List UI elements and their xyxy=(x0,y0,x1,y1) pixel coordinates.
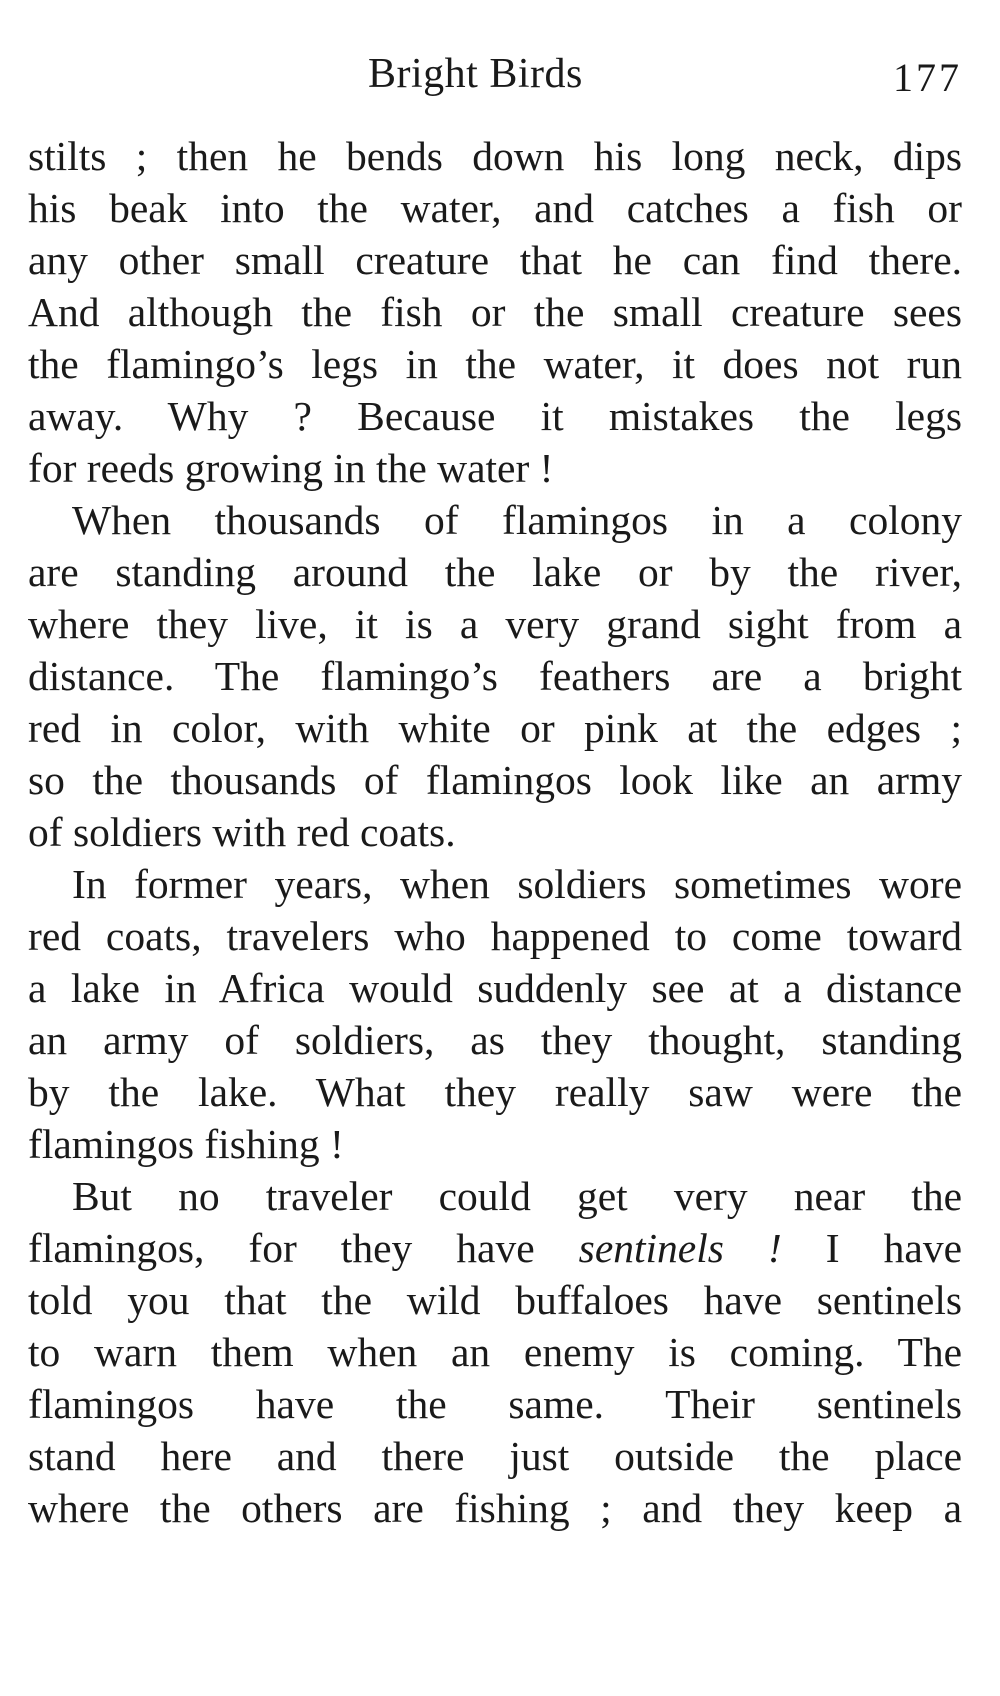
text-line: a lake in Africa would suddenly see at a distance xyxy=(28,965,962,1011)
running-title: Bright Birds xyxy=(368,51,583,97)
page-number: 177 xyxy=(893,55,962,100)
text-line: red coats, travelers who happened to come toward xyxy=(28,913,962,959)
book-page xyxy=(28,0,962,1696)
text-line: In former years, when soldiers sometimes wore xyxy=(72,861,962,907)
text-line: But no traveler could get very near the xyxy=(72,1173,962,1219)
text-line: for reeds growing in the water ! xyxy=(28,445,554,491)
text-line: When thousands of flamingos in a colony xyxy=(72,497,962,543)
text-line: flamingos have the same. Their sentinels xyxy=(28,1381,962,1427)
text-line: where they live, it is a very grand sight from a xyxy=(28,601,962,647)
text-segment: flamingos, for they have xyxy=(28,1225,579,1271)
text-line: told you that the wild buffaloes have sentinels xyxy=(28,1277,962,1323)
text-line: red in color, with white or pink at the edges ; xyxy=(28,705,962,751)
text-line: And although the fish or the small creature sees xyxy=(28,289,962,335)
text-line: where the others are fishing ; and they keep a xyxy=(28,1485,962,1531)
text-line: stand here and there just outside the place xyxy=(28,1433,962,1479)
running-head xyxy=(28,50,962,110)
italic-emphasis: sentinels ! xyxy=(578,1225,782,1271)
text-line: stilts ; then he bends down his long neck, dips xyxy=(28,133,962,179)
text-line: flamingos fishing ! xyxy=(28,1121,344,1167)
text-line: are standing around the lake or by the river, xyxy=(28,549,962,595)
text-line: away. Why ? Because it mistakes the legs xyxy=(28,393,962,439)
text-segment: I have xyxy=(781,1225,962,1271)
text-line: of soldiers with red coats. xyxy=(28,809,456,855)
text-line: so the thousands of flamingos look like an army xyxy=(28,757,962,803)
body-text xyxy=(28,130,962,1534)
text-line: by the lake. What they really saw were the xyxy=(28,1069,962,1115)
text-line: the flamingo’s legs in the water, it does not run xyxy=(28,341,962,387)
text-line xyxy=(28,1222,962,1274)
text-line: any other small creature that he can find there. xyxy=(28,237,962,283)
text-line: his beak into the water, and catches a fish or xyxy=(28,185,962,231)
text-line: distance. The flamingo’s feathers are a bright xyxy=(28,653,962,699)
text-line: to warn them when an enemy is coming. The xyxy=(28,1329,962,1375)
text-line: an army of soldiers, as they thought, standing xyxy=(28,1017,962,1063)
